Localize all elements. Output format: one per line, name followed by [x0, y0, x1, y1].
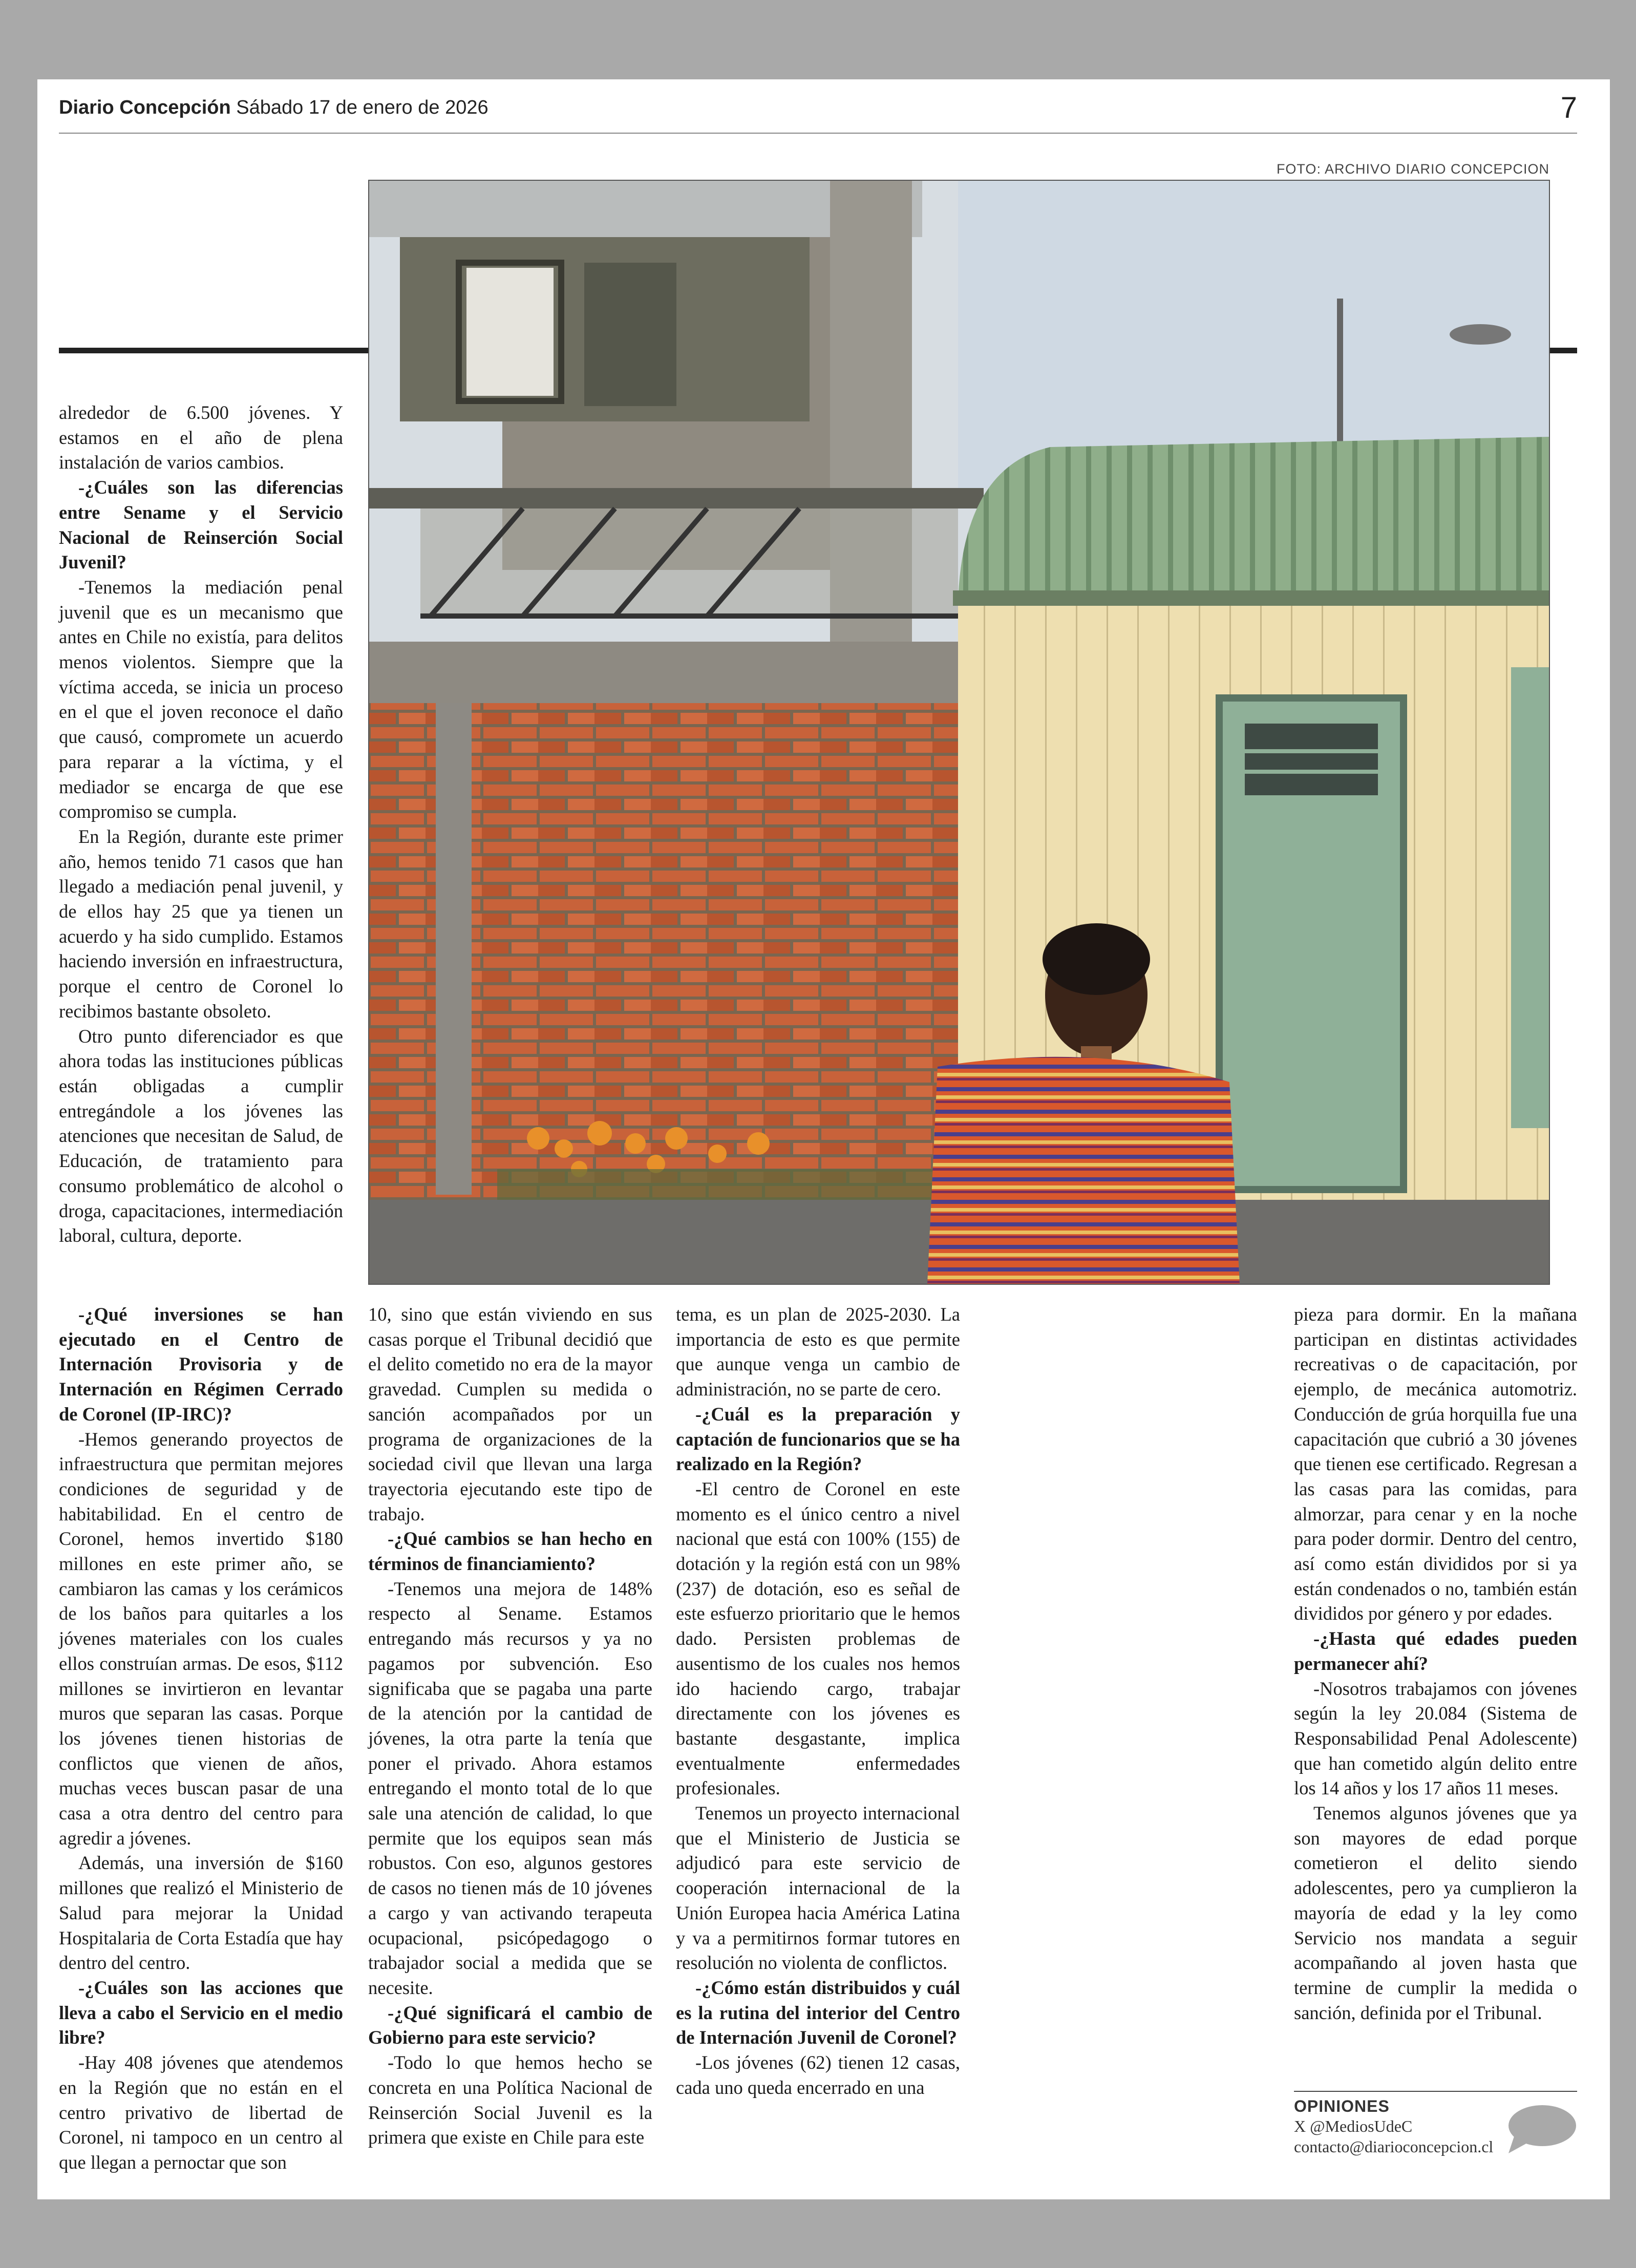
opinions-social-handle[interactable]: X @MediosUdeC — [1294, 2117, 1413, 2135]
header-divider — [59, 133, 1577, 134]
speech-bubble-icon — [1504, 2103, 1576, 2157]
article-paragraph: tema, es un plan de 2025-2030. La importancia de esto es que permite que aunque venga un cambio de administración, no se parte de cero. — [676, 1304, 960, 1400]
publication-name: Diario Concepción — [59, 97, 231, 118]
opinions-email[interactable]: contacto@diarioconcepcion.cl — [1294, 2137, 1494, 2156]
photo-credit: FOTO: ARCHIVO DIARIO CONCEPCION — [1276, 161, 1549, 177]
article-paragraph: alrededor de 6.500 jóvenes. Y estamos en el año de plena instalación de varios cambios. — [59, 402, 343, 473]
article-paragraph: Tenemos un proyecto internacional que el Ministerio de Justicia se adjudicó para este servicio de cooperación internacional de la Unión Europea hacia América Latina y va a permitirnos formar tutores en resolución no violenta de conflictos. — [676, 1803, 960, 1974]
opinions-title: OPINIONES — [1294, 2097, 1390, 2115]
article-paragraph: Además, una inversión de $160 millones que realizó el Ministerio de Salud para mejorar la Unidad Hospitalaria de Corta Estadía que hay dentro del centro. — [59, 1852, 343, 1974]
interview-answer: -Los jóvenes (62) tienen 12 casas, cada uno queda encerrado en una — [676, 2052, 960, 2098]
page-number: 7 — [1560, 91, 1577, 124]
article-column-1 — [59, 400, 343, 1248]
section-rule-left — [59, 348, 368, 353]
interview-question: -¿Cuáles son las diferencias entre Sename y el Servicio Nacional de Reinserción Social Juvenil? — [59, 477, 343, 573]
article-paragraph: Tenemos algunos jóvenes que ya son mayores de edad porque cometieron el delito siendo adolescentes, pero ya cumplieron la mayoría de edad y la ley como Servicio nos mandata a seguir acompañando al joven hasta que termine de cumplir la medida o sanción, definida por el Tribunal. — [1294, 1803, 1577, 2023]
interview-question: -¿Qué inversiones se han ejecutado en el Centro de Internación Provisoria y de Internación en Régimen Cerrado de Coronel (IP-IRC)? — [59, 1304, 343, 1425]
newspaper-page — [37, 79, 1610, 2199]
interview-answer: -Todo lo que hemos hecho se concreta en una Política Nacional de Reinserción Social Juvenil es la primera que existe en Chile para este — [368, 2052, 652, 2148]
interview-answer: -Hay 408 jóvenes que atendemos en la Región que no están en el centro privativo de libertad de Coronel, ni tampoco en un centro al que llegan a pernoctar que son — [59, 2052, 343, 2173]
interview-question: -¿Cuáles son las acciones que lleva a cabo el Servicio en el medio libre? — [59, 1977, 343, 2048]
interview-answer: -El centro de Coronel en este momento es el único centro a nivel nacional que está con 100% (155) de dotación y la región está con un 98% (237) de dotación, eso es señal de este esfuerzo prioritario que le hemos dado. Persisten problemas de ausentismo de los cuales nos hemos ido haciendo cargo, trabajar directamente con los jóvenes es bastante desgastante, implica eventualmente enfermedades profesionales. — [676, 1478, 960, 1799]
article-photo — [368, 180, 1550, 1285]
article-paragraph: 10, sino que están viviendo en sus casas porque el Tribunal decidió que el delito cometido no era de la mayor gravedad. Cumplen su medida o sanción acompañados por un programa de organizaciones de la sociedad civil que llevan una larga trayectoria ejecutando este tipo de trabajo. — [368, 1304, 652, 1524]
article-paragraph: pieza para dormir. En la mañana participan en distintas actividades recreativas o de capacitación, por ejemplo, de mecánica automotriz. Conducción de grúa horquilla fue una capacitación que cubrió a 30 jóvenes que tienen ese certificado. Regresan a las casas para las comidas, para almorzar, para cenar y en la noche para poder dormir. Dentro del centro, así como están divididos por si ya están condenados o no, también están divididos por género y por edades. — [1294, 1304, 1577, 1624]
interview-question: -¿Hasta qué edades pueden permanecer ahí? — [1294, 1628, 1577, 1674]
article-column-3 — [676, 1302, 960, 2101]
interview-question: -¿Cómo están distribuidos y cuál es la rutina del interior del Centro de Internación Juvenil de Coronel? — [676, 1977, 960, 2048]
article-column-2 — [368, 1302, 652, 2150]
interview-answer: -Nosotros trabajamos con jóvenes según la ley 20.084 (Sistema de Responsabilidad Penal Adolescente) que han cometido algún delito entre los 14 años y los 17 años 11 meses. — [1294, 1678, 1577, 1799]
interview-question: -¿Qué cambios se han hecho en términos de financiamiento? — [368, 1528, 652, 1575]
article-paragraph: En la Región, durante este primer año, hemos tenido 71 casos que han llegado a mediación penal juvenil, y de ellos hay 25 que ya tienen un acuerdo y ha sido cumplido. Estamos haciendo inversión en infraestructura, porque el centro de Coronel lo recibimos bastante obsoleto. — [59, 825, 343, 1022]
publication-date: Sábado 17 de enero de 2026 — [236, 97, 488, 118]
interview-answer: -Tenemos la mediación penal juvenil que es un mecanismo que antes en Chile no existía, para delitos menos violentos. Siempre que la víctima acceda, se inicia un proceso en el que el joven reconoce el daño que causó, compromete un acuerdo para reparar a la víctima, y el mediador se encarga de que ese compromiso se cumpla. — [59, 576, 343, 822]
page-header — [59, 91, 1577, 125]
article-column-4 — [1294, 1302, 1577, 2025]
interview-question: -¿Cuál es la preparación y captación de funcionarios que se ha realizado en la Región? — [676, 1403, 960, 1475]
interview-answer: -Hemos generando proyectos de infraestructura que permitan mejores condiciones de seguridad y de habitabilidad. En el centro de Coronel, hemos invertido $180 millones en este primer año, se cambiaron las camas y los cerámicos de los baños para quitarles a los jóvenes materiales con los cuales ellos construían armas. De esos, $112 millones se invirtieron en levantar muros que separan las casas. Porque los jóvenes tienen historias de conflictos que vienen de años, muchas veces buscan pasar de una casa a otra dentro del centro para agredir a jóvenes. — [59, 1428, 343, 1849]
interview-answer: -Tenemos una mejora de 148% respecto al Sename. Estamos entregando más recursos y ya no pagamos por subvención. Eso significaba que se pagaba una parte de la atención por la cantidad de jóvenes, la otra parte la tenía que poner el privado. Ahora estamos entregando el monto total de lo que sale una atención de calidad, lo que permite que los equipos sean más robustos. Con eso, algunos gestores de casos no tienen más de 10 jóvenes a cargo y van activando terapeuta ocupacional, psicópedagogo o trabajador social a medida que se necesite. — [368, 1578, 652, 1998]
article-column-1-lower — [59, 1302, 343, 2175]
article-paragraph: Otro punto diferenciador es que ahora todas las instituciones públicas están obligadas a cumplir entregándole a los jóvenes las atenciones que necesitan de Salud, de Educación, de tratamiento para consumo problemático de alcohol o droga, capacitaciones, intermediación laboral, cultura, deporte. — [59, 1025, 343, 1246]
section-rule-right — [1550, 348, 1577, 353]
opinions-box — [1294, 2091, 1577, 2164]
interview-question: -¿Qué significará el cambio de Gobierno para este servicio? — [368, 2002, 652, 2048]
